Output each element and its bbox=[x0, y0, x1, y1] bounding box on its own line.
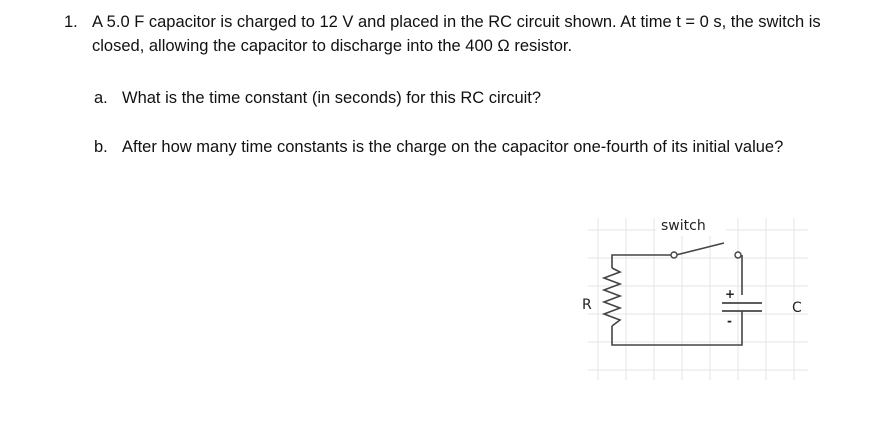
part-b-text: After how many time constants is the charge on the capacitor one-fourth of its initial value? bbox=[122, 138, 784, 156]
switch-pivot bbox=[671, 252, 677, 258]
question-text: A 5.0 F capacitor is charged to 12 V and placed in the RC circuit shown. At time t = 0 s, the switch is closed, allowing the capacitor to discharge into the 400 Ω resistor. bbox=[92, 13, 821, 55]
switch-label: switch bbox=[661, 218, 706, 234]
grid-lines bbox=[588, 218, 808, 380]
part-b bbox=[94, 135, 854, 159]
switch-contact bbox=[735, 252, 741, 258]
rc-circuit-diagram bbox=[568, 208, 818, 388]
switch-blade bbox=[676, 243, 724, 255]
part-a bbox=[94, 86, 854, 110]
capacitor-label: C bbox=[792, 300, 802, 316]
capacitor-plus: + bbox=[725, 287, 736, 301]
part-a-text: What is the time constant (in seconds) for this RC circuit? bbox=[122, 89, 542, 107]
question-number: 1. bbox=[64, 13, 78, 31]
capacitor-minus: - bbox=[727, 314, 732, 328]
part-a-letter: a. bbox=[94, 89, 108, 107]
question-1 bbox=[64, 10, 854, 58]
part-b-letter: b. bbox=[94, 138, 108, 156]
resistor-label: R bbox=[582, 297, 592, 313]
resistor-symbol bbox=[604, 268, 620, 326]
